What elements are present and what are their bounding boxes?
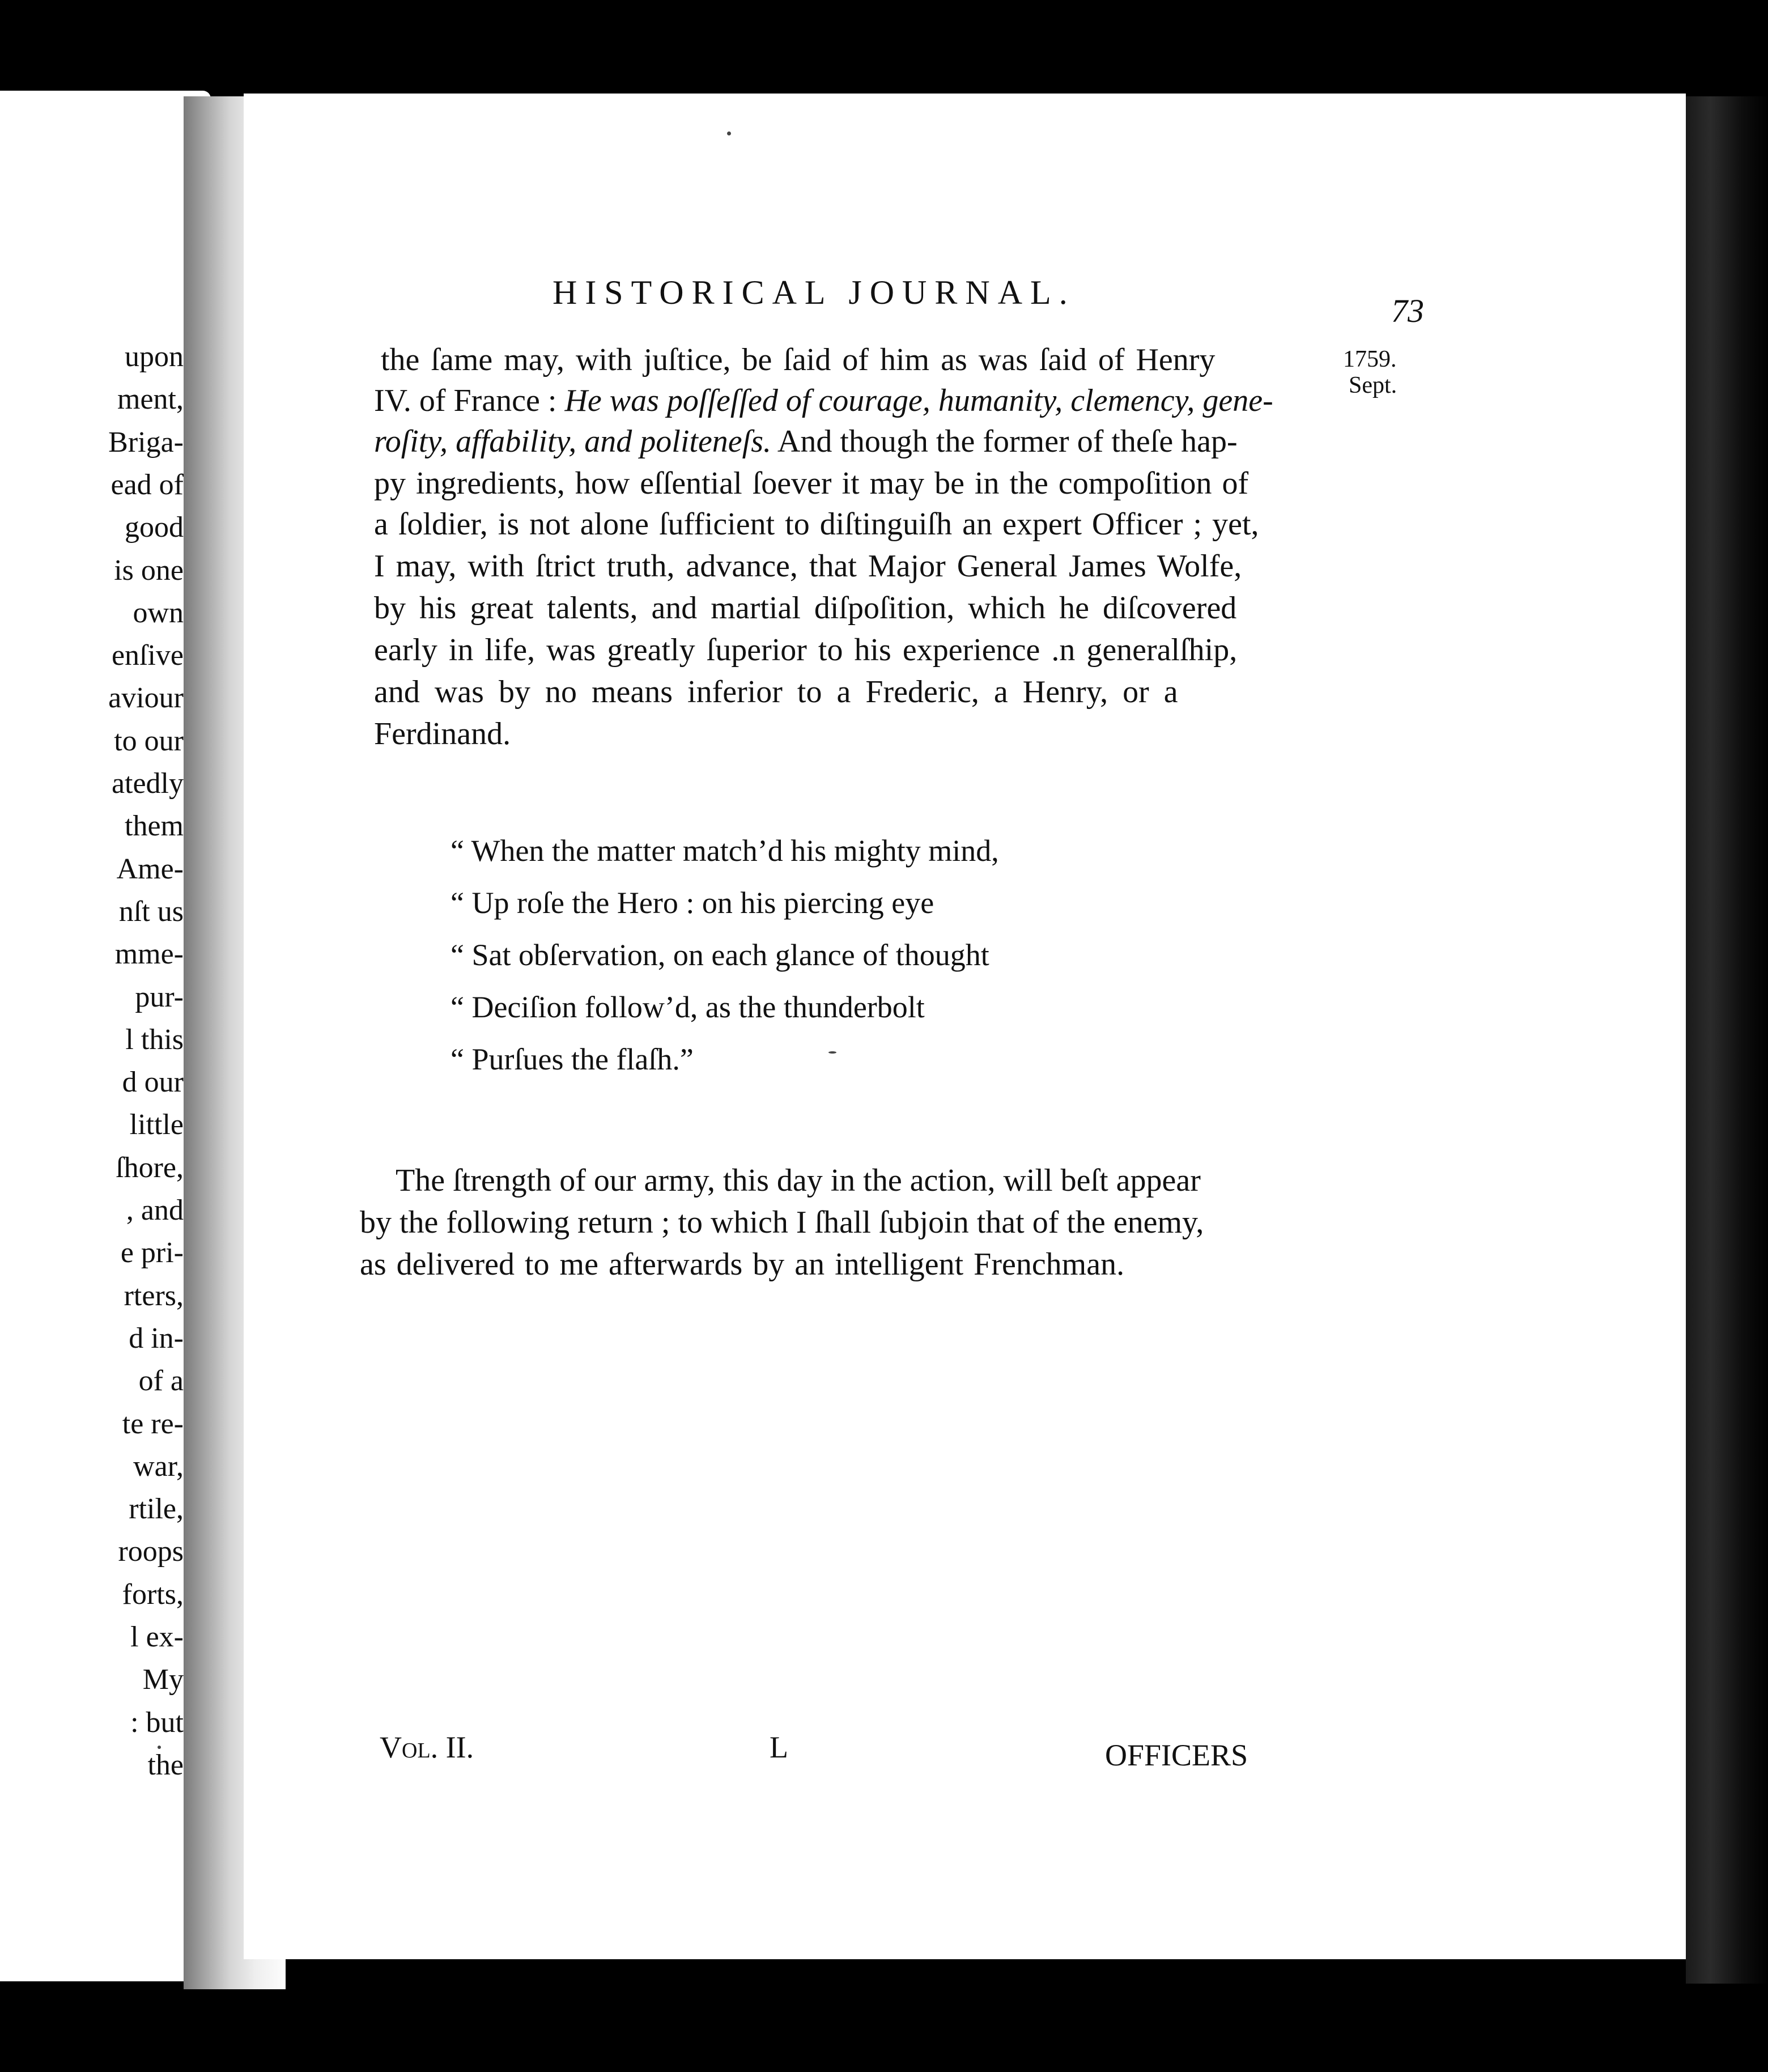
previous-page-line-end: rtile, xyxy=(129,1493,184,1526)
paragraph-1-line-2-italic: He was poſſeſſed of courage, humanity, clemency, gene- xyxy=(564,383,1273,418)
previous-page-line-end: ead of xyxy=(110,468,184,501)
page-speck xyxy=(727,131,731,135)
previous-page-line-end: war, xyxy=(133,1450,184,1483)
paragraph-1-line-6: I may, with ſtrict truth, advance, that Major General James Wolfe, xyxy=(374,549,1242,584)
previous-page-line-end: own xyxy=(133,596,184,629)
page-number: 73 xyxy=(1391,292,1424,329)
previous-page-line-end: d our xyxy=(122,1066,184,1099)
page-speck xyxy=(828,1051,836,1054)
paragraph-1-line-9: and was by no means inferior to a Frederic, a Henry, or a xyxy=(374,674,1178,710)
previous-page-line-end: nſt us xyxy=(118,895,184,928)
previous-page-line-end: ment, xyxy=(117,383,184,416)
previous-page-line-end: little xyxy=(129,1109,184,1141)
verse-line-4: “ Deciſion follow’d, as the thunderbolt xyxy=(450,990,925,1024)
previous-page-line-end: e pri- xyxy=(120,1237,184,1269)
paragraph-1-line-1: the ſame may, with juſtice, be ſaid of him as was ſaid of Henry xyxy=(381,342,1216,377)
previous-page-line-end: atedly xyxy=(111,767,184,800)
paragraph-1-line-8: early in life, was greatly ſuperior to his experience .n generalſhip, xyxy=(374,632,1238,668)
previous-page-line-end: them xyxy=(125,810,184,843)
previous-page-line-end: My xyxy=(142,1663,184,1696)
previous-page-line-end: the xyxy=(147,1748,184,1781)
previous-page-line-end: enſive xyxy=(111,639,184,672)
verse-line-3: “ Sat obſervation, on each glance of thought xyxy=(450,938,989,972)
footer-volume: Vol. II. xyxy=(380,1730,474,1764)
previous-page-line-end: pur- xyxy=(135,980,184,1013)
marginal-date-year: 1759. xyxy=(1343,346,1397,372)
paragraph-1-line-7: by his great talents, and martial diſpoſition, which he diſcovered xyxy=(374,591,1237,626)
verse-line-2: “ Up roſe the Hero : on his piercing eye xyxy=(450,886,934,920)
paragraph-1-line-4: py ingredients, how eſſential ſoever it may be in the compoſition of xyxy=(374,466,1249,501)
book-page-edges xyxy=(1686,96,1768,1984)
previous-page-line-end: is one xyxy=(114,554,184,587)
previous-page-line-end: Ame- xyxy=(116,852,184,885)
previous-page-fragment xyxy=(0,91,211,1981)
paragraph-1-line-2-roman: IV. of France : xyxy=(374,383,565,418)
previous-page-line-end: roops xyxy=(118,1535,184,1568)
footer-signature-mark: L xyxy=(770,1730,788,1764)
paragraph-1-line-5: a ſoldier, is not alone ſufficient to diſtinguiſh an expert Officer ; yet, xyxy=(374,507,1259,542)
paragraph-2-line-1: The ſtrength of our army, this day in the action, will beſt appear xyxy=(396,1163,1201,1198)
paragraph-1-line-10: Ferdinand. xyxy=(374,716,511,751)
previous-page-line-end: l ex- xyxy=(130,1621,184,1653)
previous-page-line-end: : but xyxy=(130,1706,184,1739)
previous-page-line-end: rters, xyxy=(124,1279,184,1312)
previous-page-line-end: aviour xyxy=(108,682,184,715)
page-speck xyxy=(158,1746,161,1749)
paragraph-2-line-3: as delivered to me afterwards by an intelligent Frenchman. xyxy=(360,1247,1125,1282)
previous-page-line-end: good xyxy=(125,511,184,544)
running-head: HISTORICAL JOURNAL. xyxy=(552,274,1076,311)
verse-line-1: “ When the matter match’d his mighty mind, xyxy=(450,834,999,868)
paragraph-1-line-3-italic: roſity, affability, and politeneſs. xyxy=(374,424,772,459)
previous-page-line-end: , and xyxy=(126,1194,184,1226)
marginal-date-month: Sept. xyxy=(1349,372,1397,398)
previous-page-line-end: te re- xyxy=(122,1407,184,1440)
previous-page-line-end: Briga- xyxy=(108,426,184,458)
paragraph-1-line-3 xyxy=(374,422,1238,461)
previous-page-line-end: d in- xyxy=(129,1322,184,1355)
previous-page-line-end: forts, xyxy=(122,1578,184,1611)
previous-page-line-end: mme- xyxy=(114,938,184,971)
previous-page-line-end: to our xyxy=(114,724,184,757)
previous-page-line-end: of a xyxy=(138,1365,184,1398)
footer-catchword: OFFICERS xyxy=(1105,1738,1248,1772)
previous-page-line-end: l this xyxy=(125,1023,184,1056)
verse-line-5: “ Purſues the flaſh.” xyxy=(450,1042,694,1076)
paragraph-1-line-3-roman: And though the former of theſe hap- xyxy=(771,424,1238,459)
previous-page-line-end: ſhore, xyxy=(116,1151,184,1184)
paragraph-2-line-2: by the following return ; to which I ſhall ſubjoin that of the enemy, xyxy=(360,1205,1204,1240)
paragraph-1-line-2 xyxy=(374,381,1273,421)
previous-page-line-end: upon xyxy=(125,341,184,373)
